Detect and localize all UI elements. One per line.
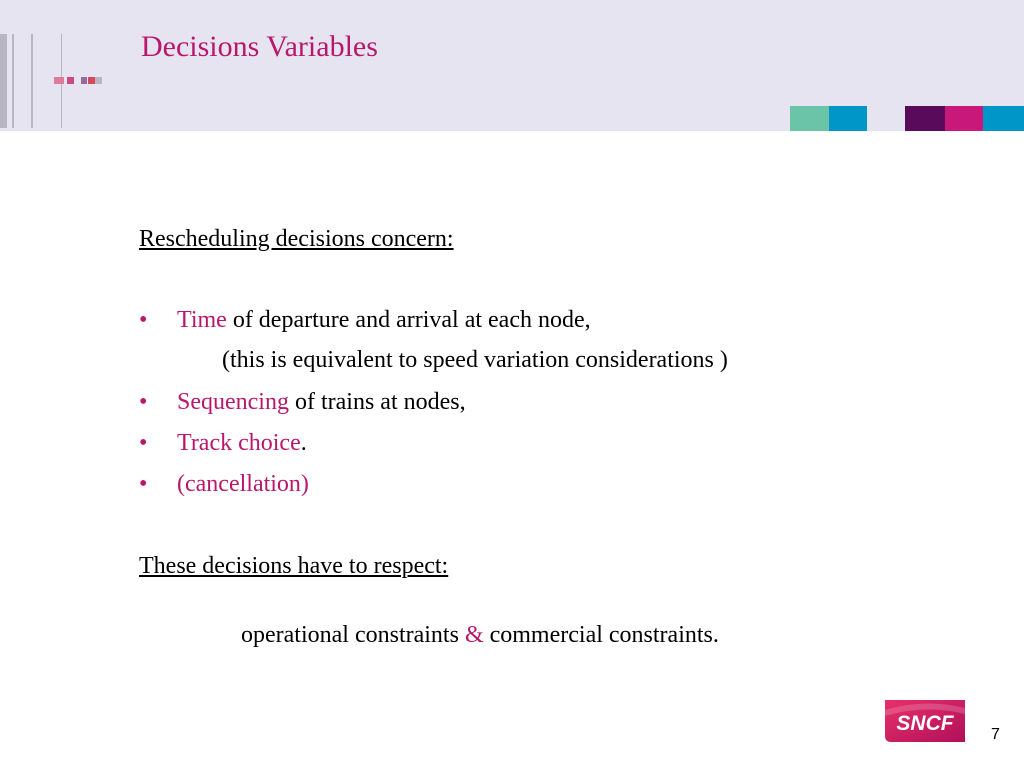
bullet-item-time — [177, 306, 591, 334]
bullet-marker: • — [139, 389, 148, 415]
bullet-highlight: Sequencing — [177, 389, 289, 415]
bullet-text: of trains at nodes, — [288, 389, 466, 415]
bullet-text: of departure and arrival at each node, — [226, 307, 591, 333]
operational-constraints: operational constraints — [241, 622, 465, 648]
header-stripe-blue — [829, 106, 867, 131]
bullet-highlight: Track choice — [177, 430, 301, 456]
header-vertical-bar — [0, 34, 7, 128]
header-square-rose — [67, 77, 74, 84]
bullet-marker: • — [139, 471, 148, 497]
page-number: 7 — [991, 726, 1000, 743]
header-square-red — [88, 77, 95, 84]
respect-heading: These decisions have to respect: — [139, 553, 449, 579]
bullet-item-sequencing — [177, 388, 466, 416]
sncf-logo-text: SNCF — [896, 712, 954, 735]
header-stripe-magenta — [945, 106, 983, 131]
sncf-logo — [885, 700, 965, 742]
header-stripe-blue — [983, 106, 1024, 131]
header-square-pink — [54, 77, 64, 84]
time-note: (this is equivalent to speed variation considerations ) — [222, 347, 728, 373]
header-stripe-teal — [790, 106, 829, 131]
bullet-highlight: Time — [177, 307, 227, 333]
intro-heading: Rescheduling decisions concern: — [139, 226, 454, 252]
header-stripe-purple — [905, 106, 945, 131]
constraints-line — [241, 621, 719, 649]
header-band — [0, 0, 1024, 131]
bullet-text: . — [300, 430, 307, 456]
header-vertical-bar — [31, 34, 33, 128]
bullet-marker: • — [139, 307, 148, 333]
slide-title: Decisions Variables — [141, 30, 378, 63]
header-square-gray — [95, 77, 102, 84]
bullet-item-cancellation — [177, 470, 309, 498]
bullet-marker: • — [139, 430, 148, 456]
bullet-highlight: (cancellation) — [177, 471, 309, 497]
ampersand: & — [464, 622, 484, 648]
header-square-mauve — [81, 77, 87, 84]
commercial-constraints: commercial constraints. — [483, 622, 719, 648]
header-vertical-bar — [12, 34, 14, 128]
bullet-item-track-choice — [177, 429, 307, 457]
